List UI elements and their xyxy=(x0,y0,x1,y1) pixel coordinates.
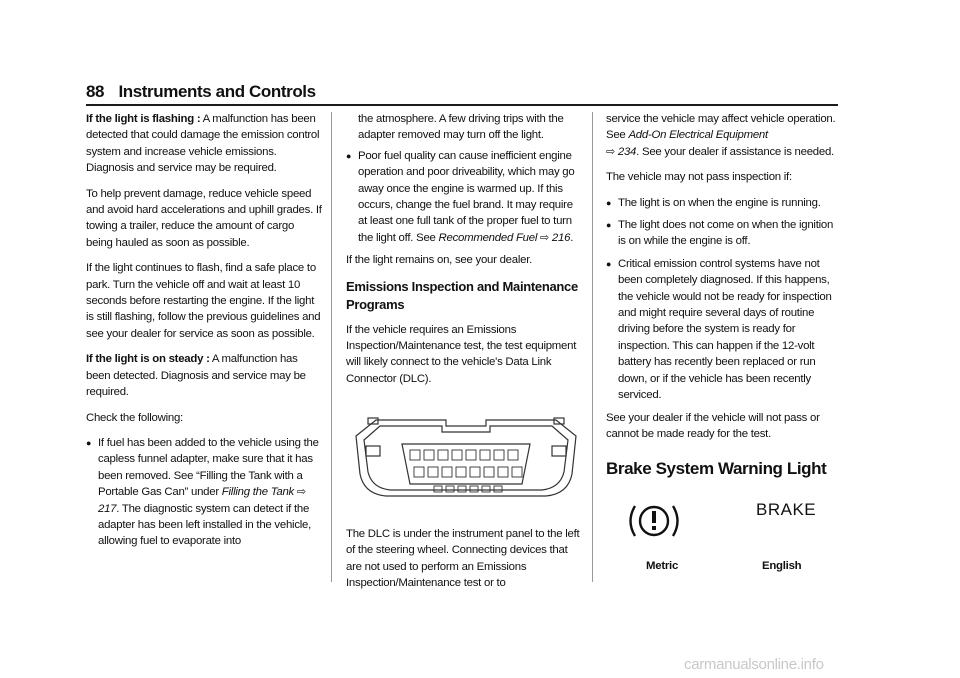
header-rule xyxy=(86,104,838,106)
page-reference[interactable]: 234 xyxy=(617,145,637,158)
page-number: 88 xyxy=(86,82,105,101)
subsection-heading: Emissions Inspection and Maintenance Programs xyxy=(346,278,578,312)
caption-english: English xyxy=(762,560,802,573)
page-reference[interactable]: 217 xyxy=(98,502,117,515)
page-header xyxy=(86,82,838,102)
paragraph: If the vehicle requires an Emissions Inspection/Maintenance test, the test equipment will likely connect to the vehicle's Data Link Connector (DLC). xyxy=(346,323,577,385)
bullet-continuation: the atmosphere. A few driving trips with the adapter removed may turn off the light. xyxy=(358,113,564,142)
bullet-icon: ● xyxy=(606,258,612,269)
paragraph: See your dealer if the vehicle will not pass or cannot be made ready for the test. xyxy=(606,411,820,440)
cross-reference[interactable]: Add-On Electrical Equipment xyxy=(628,129,768,142)
column-divider xyxy=(331,112,332,582)
paragraph: The DLC is under the instrument panel to the left of the steering wheel. Connecting devices that are not used to perform an Emissions Inspection/Maintenance test or to xyxy=(346,527,580,589)
column-1 xyxy=(86,111,322,556)
paragraph: If the light is on steady : A malfunction has been detected. Diagnosis and service may be required. xyxy=(86,353,306,399)
column-divider xyxy=(592,112,593,582)
page-ref-arrow-icon: ⇨ xyxy=(606,145,615,158)
page-reference[interactable]: 216 xyxy=(551,231,571,244)
column-3 xyxy=(606,111,842,580)
section-heading: Brake System Warning Light xyxy=(606,459,827,479)
brake-indicator-figure xyxy=(606,488,842,580)
bullet-item: ● The light is on when the engine is running. xyxy=(606,195,842,211)
bullet-item: ● The light does not come on when the ignition is on while the engine is off. xyxy=(606,217,842,250)
paragraph: To help prevent damage, reduce vehicle speed and avoid hard accelerations and uphill grades. If towing a trailer, reduce the amount of cargo being hauled as soon as possible. xyxy=(86,187,322,249)
brake-warning-metric-icon xyxy=(624,498,684,544)
dlc-connector-icon xyxy=(346,416,586,506)
paragraph: The vehicle may not pass inspection if: xyxy=(606,171,792,184)
bullet-icon: ● xyxy=(606,197,612,208)
paragraph: If the light remains on, see your dealer. xyxy=(346,254,533,267)
bullet-icon: ● xyxy=(86,437,92,448)
bullet-icon: ● xyxy=(606,220,612,231)
paragraph: If the light is flashing : A malfunction has been detected that could damage the emission control system and increase vehicle emissions. Diagnosis and service may be required. xyxy=(86,113,320,175)
bullet-item: ● If fuel has been added to the vehicle using the capless funnel adapter, make sure that it has been removed. See “Filling the Tank with a Portable Gas Can” under Filling the Tank ⇨ 217. The diagnostic system can detect if the adapter has been left installed in the vehicle, allowing fuel to evaporate into xyxy=(86,435,322,550)
bullet-icon: ● xyxy=(346,150,352,161)
column-2 xyxy=(346,111,582,600)
paragraph: service the vehicle may affect vehicle operation. See Add-On Electrical Equipment ⇨ 234. See your dealer if assistance is needed. xyxy=(606,113,836,158)
paragraph: If the light continues to flash, find a safe place to park. Turn the vehicle off and wait at least 10 seconds before restarting the engine. If the light is still flashing, follow the previous guidelines and see your dealer for service as soon as possible. xyxy=(86,262,321,340)
caption-metric: Metric xyxy=(646,560,679,573)
run-in-label: If the light is on steady : xyxy=(86,353,210,366)
bullet-item: ● Poor fuel quality can cause inefficient engine operation and poor driveability, which may go away once the engine is warmed up. If this occurs, change the fuel brand. It may require at least one full tank of the proper fuel to turn the light off. See Recommended Fuel ⇨ 216. xyxy=(346,148,582,246)
cross-reference[interactable]: Recommended Fuel xyxy=(438,231,538,244)
run-in-label: If the light is flashing : xyxy=(86,113,201,125)
cross-reference[interactable]: Filling the Tank xyxy=(221,486,294,499)
page-ref-arrow-icon: ⇨ xyxy=(296,486,306,499)
page-ref-arrow-icon: ⇨ xyxy=(540,231,549,244)
brake-warning-english-label: BRAKE xyxy=(756,500,817,520)
paragraph: Check the following: xyxy=(86,411,183,424)
section-title: Instruments and Controls xyxy=(118,82,316,101)
bullet-item: ● Critical emission control systems have not been completely diagnosed. If this happens, the vehicle would not be ready for inspection and might require several days of routine driving before the system is ready for inspection. This can happen if the 12-volt battery has recently been replaced or run down, or if the vehicle has been recently serviced. xyxy=(606,256,842,404)
watermark: carmanualsonline.info xyxy=(684,656,824,673)
